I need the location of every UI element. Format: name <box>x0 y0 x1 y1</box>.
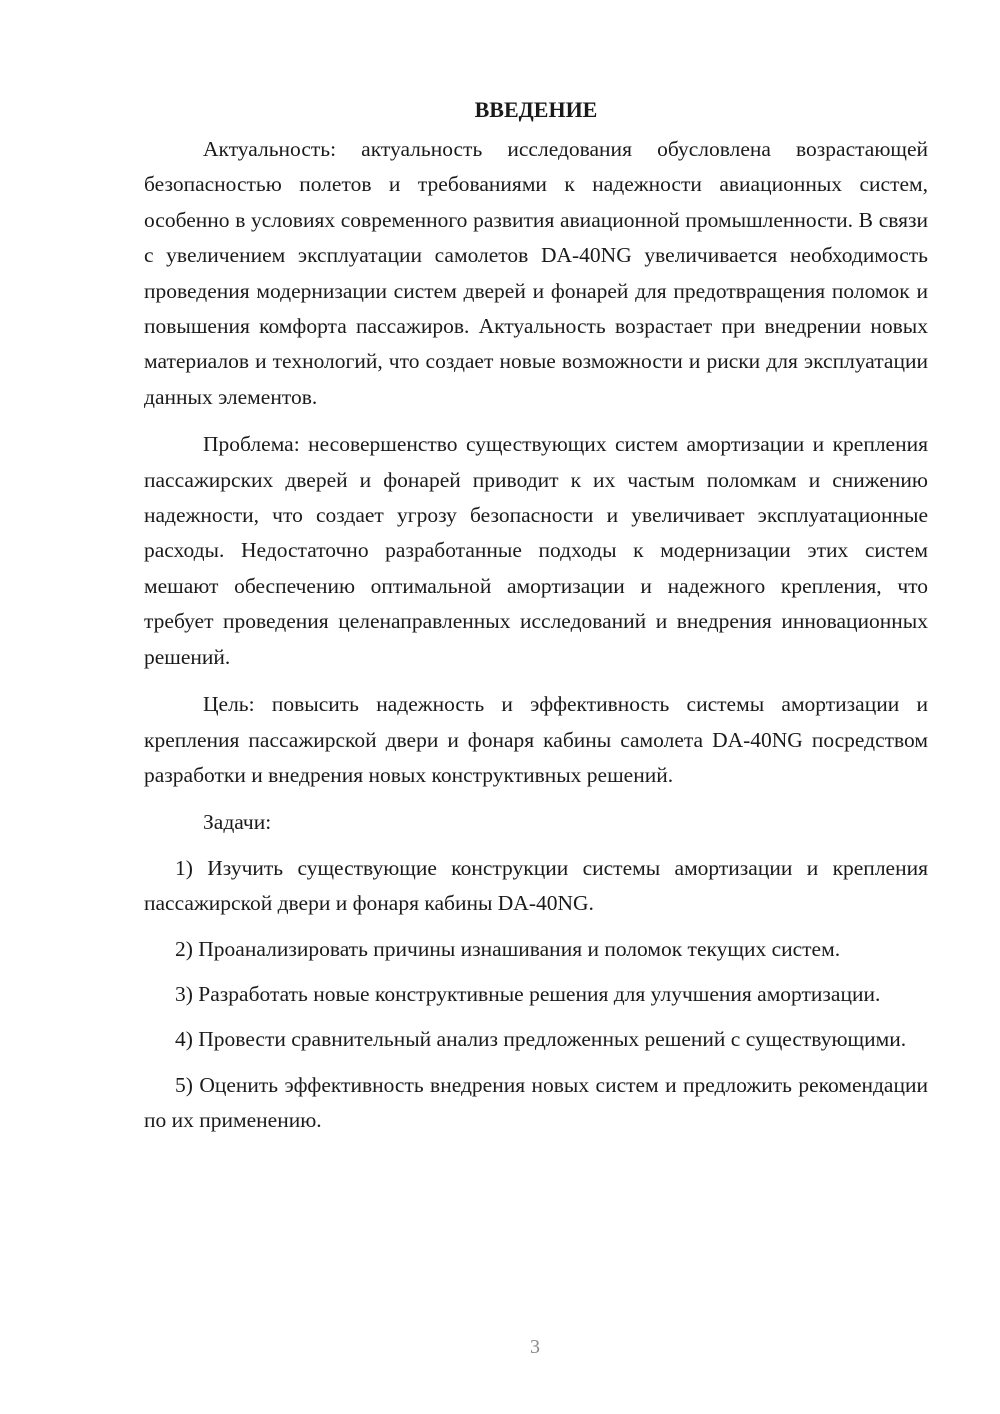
tasks-heading: Задачи: <box>203 810 272 835</box>
paragraph-goal: Цель: повысить надежность и эффективность системы амортизации и крепления пассажирской двери и фонаря кабины самолета DA-40NG посредством разработки и внедрения новых конструктивных решений. <box>144 692 928 787</box>
task-item: 2) Проанализировать причины изнашивания и поломок текущих систем. <box>175 936 841 961</box>
task-item: 1) Изучить существующие конструкции системы амортизации и крепления пассажирской двери и фонаря кабины DA-40NG. <box>144 855 928 916</box>
paragraph-relevance: Актуальность: актуальность исследования обусловлена возрастающей безопасностью полетов и требованиями к надежности авиационных систем, особенно в условиях современного развития авиационной промышленности. В связи с увеличением эксплуатации самолетов DA-40NG увеличивается необходимость проведения модернизации систем дверей и фонарей для предотвращения поломок и повышения комфорта пассажиров. Актуальность возрастает при внедрении новых материалов и технологий, что создает новые возможности и риски для эксплуатации данных элементов. <box>144 137 928 409</box>
page-number: 3 <box>530 1336 540 1358</box>
document-page <box>144 94 928 1149</box>
page-title: ВВЕДЕНИЕ <box>474 97 598 122</box>
task-item: 4) Провести сравнительный анализ предложенных решений с существующими. <box>175 1027 907 1052</box>
task-item: 3) Разработать новые конструктивные решения для улучшения амортизации. <box>175 981 881 1006</box>
task-item: 5) Оценить эффективность внедрения новых систем и предложить рекомендации по их применению. <box>144 1072 928 1133</box>
paragraph-problem: Проблема: несовершенство существующих систем амортизации и крепления пассажирских дверей и фонарей приводит к их частым поломкам и снижению надежности, что создает угрозу безопасности и увеличивает эксплуатационные расходы. Недостаточно разработанные подходы к модернизации этих систем мешают обеспечению оптимальной амортизации и надежного крепления, что требует проведения целенаправленных исследований и внедрения инновационных решений. <box>144 432 928 669</box>
